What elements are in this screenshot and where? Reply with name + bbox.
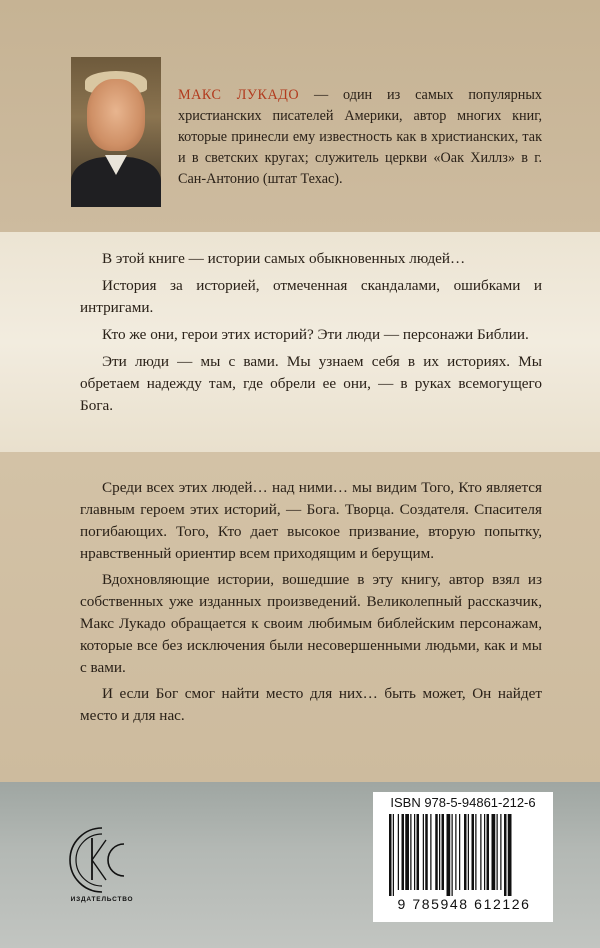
isbn-text: ISBN 978-5-94861-212-6 [390,795,536,810]
synopsis-paragraph: Вдохновляющие истории, вошедшие в эту книгу, автор взял из собственных уже изданных произведений. Великолепный рассказчик, Макс Лукадо обращается к своим любимым библейским персонажам, которые все без исключения были несовершенными людьми, как и мы с вами. [80,571,542,676]
barcode-bar [447,814,451,896]
barcode-icon [389,814,539,896]
description-paragraph: История за историей, отмеченная скандалами, ошибками и интригами. [80,277,542,316]
barcode-bar [492,814,496,890]
barcode-bar [414,814,415,890]
description-paragraph: Кто же они, герои этих историй? Эти люди — персонажи Библии. [102,326,529,343]
barcode-bar [430,814,431,890]
description-paragraph: В этой книге — истории самых обыкновенных людей… [102,250,466,267]
barcode-bar [393,814,394,896]
barcode-bar [425,814,428,890]
publisher-logo-icon [62,822,142,896]
barcode-bar [455,814,456,890]
author-bio [178,85,542,190]
barcode-bar [423,814,424,890]
barcode-bar [389,814,392,896]
author-name: МАКС ЛУКАДО [178,87,300,103]
barcode-bar [464,814,467,890]
barcode-box [373,792,553,922]
barcode-bar [439,814,440,890]
barcode-bar [472,814,475,890]
publisher-label: ИЗДАТЕЛЬСТВО [70,896,134,903]
barcode-bar [487,814,490,890]
barcode-bar [504,814,507,896]
description-paragraph: Эти люди — мы с вами. Мы узнаем себя в их историях. Мы обретаем надежду там, где обрели ее они, — в руках всемогущего Бога. [80,353,542,414]
barcode-bar [398,814,399,890]
barcode-bar [475,814,476,890]
synopsis-block [80,477,542,731]
barcode-bar [417,814,420,890]
barcode-bar [484,814,485,890]
barcode-bar [405,814,409,890]
barcode-bar [500,814,501,890]
barcode-bar [402,814,405,890]
author-bio-text: — один из самых популярных христианских писателей Америки, автор многих книг, которые принесли ему известность как в христианских, так и в светских кругах; служитель церкви «Оак Хиллз» в г. Сан-Антонио (штат Техас). [178,87,542,187]
barcode-bar [442,814,445,890]
barcode-bar [435,814,438,890]
barcode-digits: 9 785948 612126 [397,896,531,912]
barcode-bar [452,814,453,896]
barcode-bar [410,814,411,890]
description-block [80,248,542,422]
barcode-bar [508,814,512,896]
barcode-bar [480,814,481,890]
synopsis-paragraph: И если Бог смог найти место для них… быть может, Он найдет место и для нас. [80,685,542,724]
barcode-bar [497,814,498,890]
barcode-bar [468,814,469,890]
barcode-bar [459,814,460,890]
author-photo [71,57,161,207]
synopsis-paragraph: Среди всех этих людей… над ними… мы видим Того, Кто является главным героем этих историй, — Бога. Творца. Создателя. Спасителя погибающих. Того, Кто дает высокое призвание, вторую попытку, нравственный ориентир всем приходящим и берущим. [80,479,542,562]
